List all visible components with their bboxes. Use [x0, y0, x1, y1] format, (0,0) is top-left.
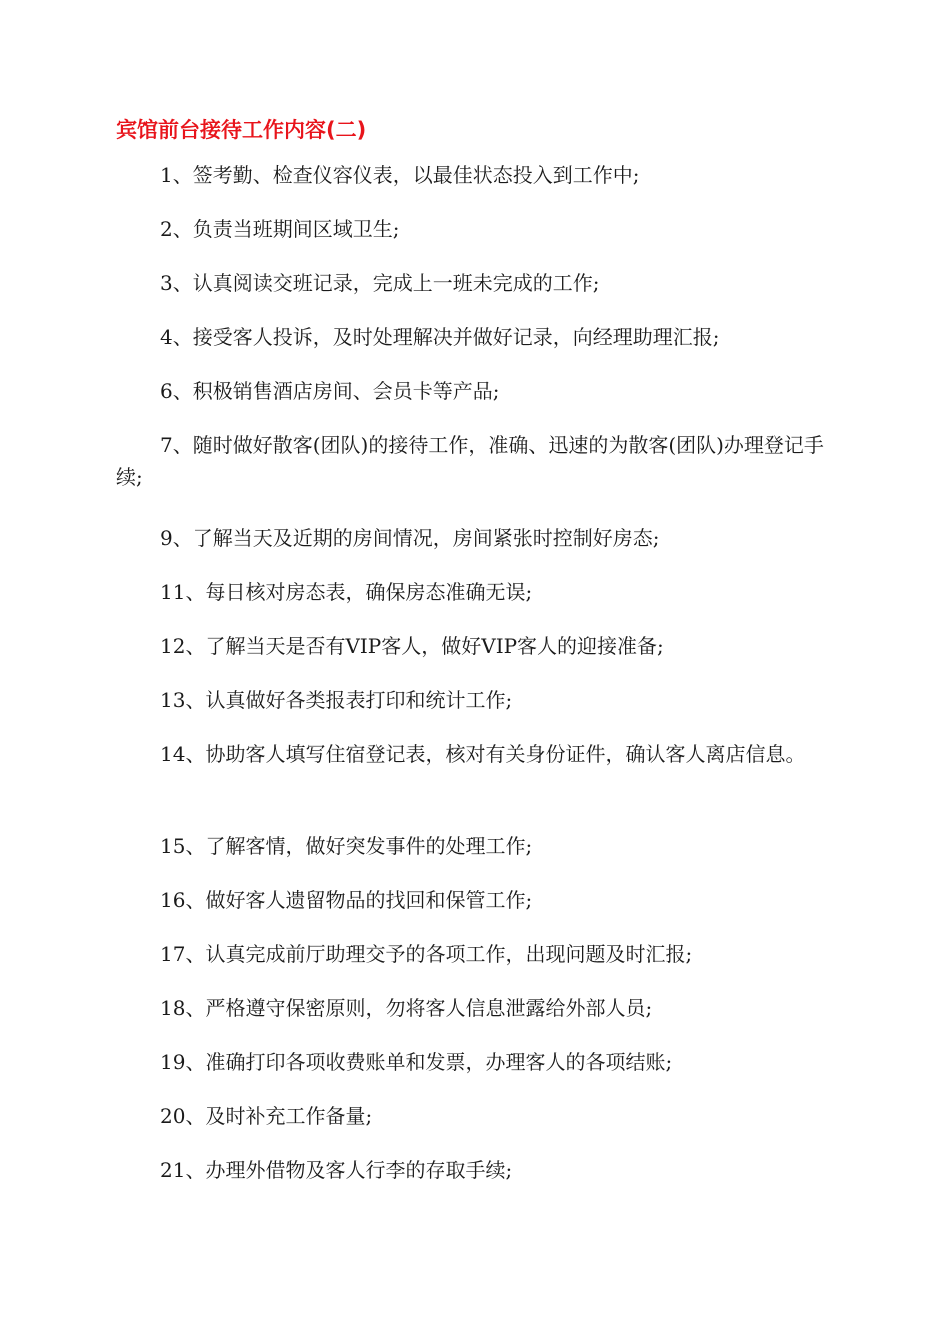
list-item: 13、认真做好各类报表打印和统计工作; — [160, 688, 513, 712]
document-title: 宾馆前台接待工作内容(二) — [116, 118, 367, 142]
list-item: 4、接受客人投诉，及时处理解决并做好记录，向经理助理汇报; — [160, 325, 720, 349]
list-item: 3、认真阅读交班记录，完成上一班未完成的工作; — [160, 271, 600, 295]
list-item: 19、准确打印各项收费账单和发票，办理客人的各项结账; — [160, 1050, 673, 1074]
list-item: 15、了解客情，做好突发事件的处理工作; — [160, 834, 533, 858]
list-item: 2、负责当班期间区域卫生; — [160, 217, 400, 241]
list-item: 7、随时做好散客(团队)的接待工作，准确、迅速的为散客(团队)办理登记手续; — [116, 433, 824, 489]
list-item: 1、签考勤、检查仪容仪表，以最佳状态投入到工作中; — [160, 163, 640, 187]
list-item: 11、每日核对房态表，确保房态准确无误; — [160, 580, 533, 604]
list-item: 16、做好客人遗留物品的找回和保管工作; — [160, 888, 533, 912]
list-item: 9、了解当天及近期的房间情况，房间紧张时控制好房态; — [160, 526, 660, 550]
list-item: 17、认真完成前厅助理交予的各项工作，出现问题及时汇报; — [160, 942, 693, 966]
list-item: 12、了解当天是否有VIP客人，做好VIP客人的迎接准备; — [160, 634, 664, 658]
list-item: 21、办理外借物及客人行李的存取手续; — [160, 1158, 513, 1182]
list-item: 6、积极销售酒店房间、会员卡等产品; — [160, 379, 500, 403]
list-item: 18、严格遵守保密原则，勿将客人信息泄露给外部人员; — [160, 996, 653, 1020]
list-item: 14、协助客人填写住宿登记表，核对有关身份证件，确认客人离店信息。 — [160, 742, 806, 766]
list-item: 20、及时补充工作备量; — [160, 1104, 373, 1128]
